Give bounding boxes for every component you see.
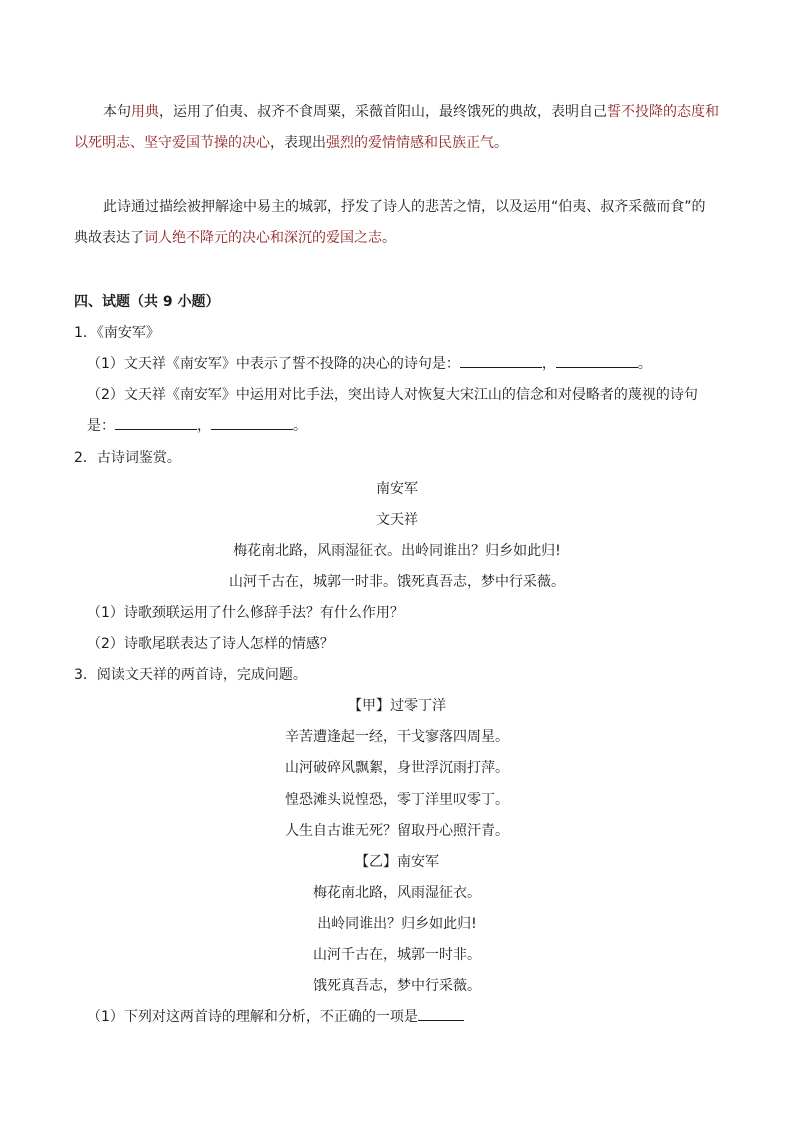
text-span: 。 [494,135,508,151]
question-1-sub-2-line-1: （2）文天祥《南安军》中运用对比手法，突出诗人对恢复大宋江山的信念和对侵略者的蔑视的诗句 [87,387,698,403]
question-1-title [74,322,160,342]
poem-line: 山河千古在，城郭一时非。饿死真吾志，梦中行采薇。 [229,574,565,590]
question-number: 3． [74,667,97,683]
poem-author: 文天祥 [376,512,418,528]
question-title: 《南安军》 [96,325,160,341]
sub-question-text: （1）下列对这两首诗的理解和分析，不正确的一项是 [87,1009,418,1025]
separator: ， [541,356,556,372]
question-title: 阅读文天祥的两首诗，完成问题。 [96,667,307,683]
poem-line: 人生自古谁无死？留取丹心照汗青。 [285,823,509,839]
answer-blank[interactable] [418,1008,464,1021]
text-span: 典故表达了 [74,230,144,246]
poem-line: 饿死真吾志，梦中行采薇。 [313,978,481,994]
question-number: 1． [74,325,97,341]
poem-line: 出岭同谁出？归乡如此归! [317,916,477,932]
text-span: ，运用了伯夷、叔齐不食周粟，采薇首阳山，最终饿死的典故，表明自己 [159,104,607,120]
highlight-patriotism: 词人绝不降元的决心和深沉的爱国之志 [144,230,382,246]
answer-blank[interactable] [460,355,542,368]
poem-line: 山河千古在，城郭一时非。 [313,947,481,963]
highlight-allusion: 用典 [131,104,159,120]
poem-title: 南安军 [376,481,418,497]
question-1-sub-2-line-2 [87,415,307,435]
analysis-paragraph-1-line-1 [103,101,719,121]
analysis-paragraph-2-line-1: 此诗通过描绘被押解途中易主的城郭，抒发了诗人的悲苦之情，以及运用“伯夷、叔齐采薇而食”的 [103,199,706,215]
poem-title: 【乙】南安军 [355,854,439,870]
sub-question-text: 是： [87,418,115,434]
question-3-sub-1 [87,1006,464,1026]
question-title: 古诗词鉴赏。 [96,450,181,466]
answer-blank[interactable] [115,417,197,430]
poem-line: 辛苦遭逢起一经，干戈寥落四周星。 [285,729,509,745]
analysis-paragraph-2-line-2 [74,227,396,247]
section-title: 四、试题（共 9 小题） [74,294,220,310]
poem-line: 梅花南北路，风雨湿征衣。 [313,885,481,901]
separator: ， [197,418,211,434]
highlight-resolve: 以死明志、坚守爱国节操的决心 [74,135,270,151]
poem-line: 梅花南北路，风雨湿征衣。出岭同谁出？归乡如此归! [233,543,561,559]
text-span: 本句 [103,104,131,120]
highlight-attitude: 誓不投降的态度和 [607,104,719,120]
question-1-sub-1 [87,353,652,373]
text-span: ，表现出 [270,135,326,151]
answer-blank[interactable] [211,417,293,430]
poem-line: 山河破碎风飘絮，身世浮沉雨打萍。 [285,760,509,776]
analysis-paragraph-1-line-2 [74,132,508,152]
text-span: 。 [382,230,396,246]
poem-title: 【甲】过零丁洋 [348,698,446,714]
question-number: 2． [74,450,97,466]
question-2-title [74,447,181,467]
question-2-sub-1: （1）诗歌颈联运用了什么修辞手法？有什么作用？ [87,605,404,621]
question-3-title [74,664,307,684]
highlight-emotion: 强烈的爱情情感和民族正气 [326,135,494,151]
answer-blank[interactable] [556,355,638,368]
period: 。 [637,356,652,372]
sub-question-text: （1）文天祥《南安军》中表示了誓不投降的决心的诗句是： [87,356,460,372]
question-2-sub-2: （2）诗歌尾联表达了诗人怎样的情感？ [87,636,334,652]
poem-line: 惶恐滩头说惶恐，零丁洋里叹零丁。 [285,792,509,808]
period: 。 [293,418,307,434]
